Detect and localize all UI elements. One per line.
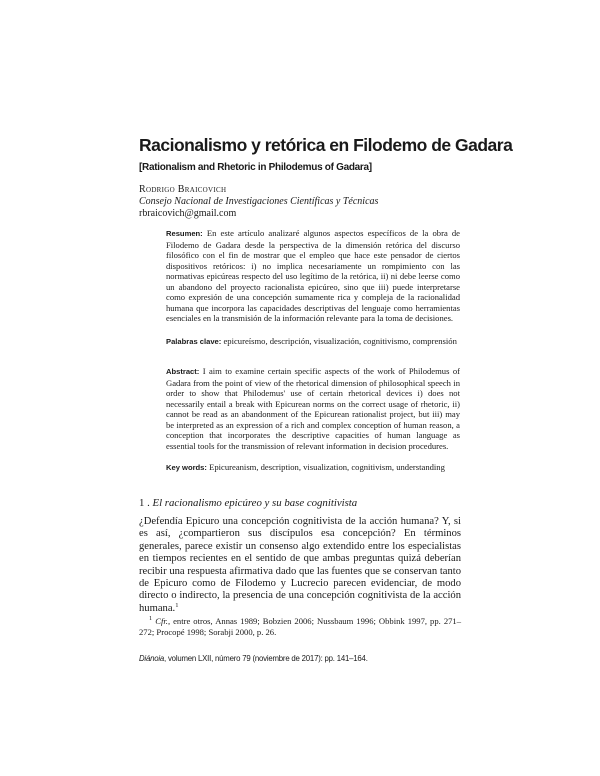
abstract-spanish [166, 228, 460, 324]
footnote-reference[interactable]: 1 [175, 601, 179, 609]
footnote-cfr: Cfr. [155, 616, 168, 626]
article-subtitle: [Rationalism and Rhetoric in Philodemus of Gadara] [139, 162, 372, 173]
body-paragraph [139, 516, 461, 615]
keywords-english [166, 462, 460, 474]
abstract-english-text: I aim to examine certain specific aspects of the work of Philodemus of Gadara from the point of view of the rhetorical dimension of philosophical speech in order to show that Philodemus' use of certain rhetorical devices i) does not necessarily entail a break with Epicurean norms on the correct usage of rhetoric, ii) cannot be read as an abandonment of the Epicurean rationalist project, but iii) may be interpreted as an expression of a rich and complex conception of human reason, a conception that incorporates the descriptive capacities of human language as essential tools for the transmission of relevant information in decision procedures. [166, 366, 460, 451]
author-affiliation: Consejo Nacional de Investigaciones Científicas y Técnicas [139, 196, 379, 207]
page-footer [139, 654, 461, 664]
article-title: Racionalismo y retórica en Filodemo de Gadara [139, 135, 513, 155]
section-heading [139, 497, 357, 510]
keywords-spanish [166, 336, 460, 348]
footnote-text: , entre otros, Annas 1989; Bobzien 2006; Nussbaum 1996; Obbink 1997, pp. 271–272; Procopé 1998; Sorabji 2000, p. 26. [139, 616, 462, 637]
keywords-english-text: Epicureanism, description, visualization, cognitivism, understanding [209, 462, 445, 472]
section-title: El racionalismo epicúreo y su base cognitivista [152, 497, 358, 509]
footer-citation: , volumen LXII, número 79 (noviembre de 2017): pp. 141–164. [164, 654, 368, 663]
keywords-spanish-label: Palabras clave: [166, 337, 222, 346]
section-number: 1 . [139, 497, 150, 509]
body-paragraph-text: ¿Defendía Epicuro una concepción cognitivista de la acción humana? Y, si es así, ¿compartieron sus discípulos esa concepción? En términos generales, parece existir un consenso algo extendido entre los especialistas en tiempos recientes en el sentido de que ambas preguntas quizá deberían recibir una respuesta afirmativa dado que las fuentes que se conservan tanto de Epicuro como de Filodemo y Lucrecio parecen evidenciar, de modo directo o indirecto, la presencia de una concepción cognitivista de la acción humana. [139, 516, 461, 614]
abstract-spanish-label: Resumen: [166, 229, 203, 238]
keywords-english-label: Key words: [166, 463, 207, 472]
abstract-english [166, 366, 460, 451]
footer-journal: Diánoia [139, 654, 165, 663]
abstract-spanish-text: En este artículo analizaré algunos aspectos específicos de la obra de Filodemo de Gadara desde la perspectiva de la dimensión retórica del discurso filosófico con el fin de mostrar que el empleo que hace este pensador de ciertos dispositivos retóricos: i) no implica necesariamente un rompimiento con las normativas epicúreas respecto del uso legítimo de la retórica, ii) ni debe leerse como un abandono del proyecto racionalista epicúreo, sino que iii) puede interpretarse como expresión de una concepción sumamente rica y compleja de la racionalidad humana que incorpora las capacidades descriptivas del lenguaje como herramientas esenciales en la transmisión de la información relevante para la toma de decisiones. [166, 228, 460, 323]
keywords-spanish-text: epicureísmo, descripción, visualización, cognitivismo, comprensión [223, 336, 457, 346]
author-email: rbraicovich@gmail.com [139, 208, 237, 219]
footnote [139, 616, 461, 638]
author-name: Rodrigo Braicovich [139, 184, 227, 195]
abstract-english-label: Abstract: [166, 367, 200, 376]
footnote-marker: 1 [149, 615, 153, 622]
